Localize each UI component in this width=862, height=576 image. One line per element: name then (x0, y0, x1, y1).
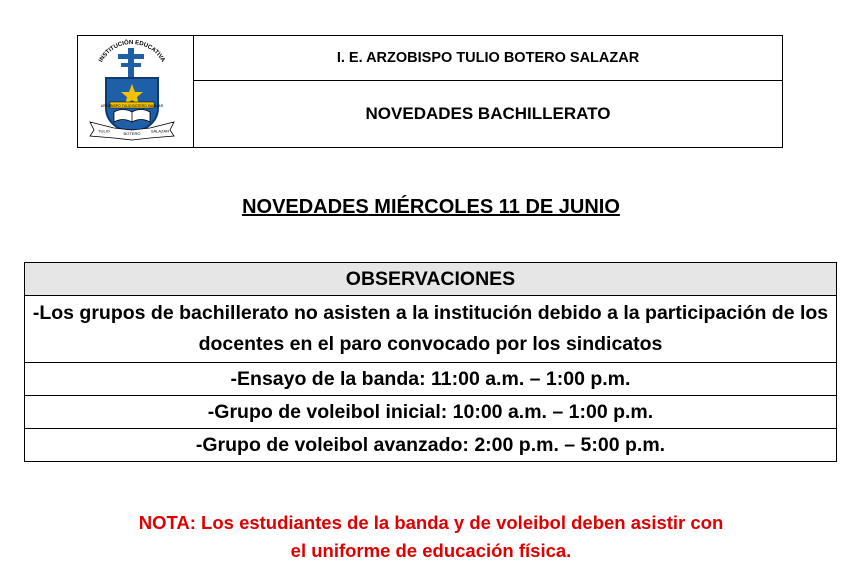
table-row (25, 363, 837, 396)
page-title: NOVEDADES MIÉRCOLES 11 DE JUNIO (242, 196, 620, 218)
table-row (25, 296, 837, 363)
note-block (0, 509, 862, 565)
observations-heading: OBSERVACIONES (25, 263, 837, 296)
observations-table (24, 262, 837, 462)
observation-item: -Los grupos de bachillerato no asisten a la institución debido a la participación de los docentes en el paro convocado por los sindicatos (25, 296, 837, 363)
observation-item: -Ensayo de la banda: 11:00 a.m. – 1:00 p.m. (25, 363, 837, 396)
table-row (25, 396, 837, 429)
logo-cell (77, 35, 193, 148)
logo-arc-text: INSTITUCIÓN EDUCATIVA (98, 39, 166, 64)
logo-ribbon-left: TULIO (98, 128, 110, 134)
section-title: NOVEDADES BACHILLERATO (365, 104, 611, 123)
table-row (25, 429, 837, 462)
note-line-2: el uniforme de educación física. (290, 540, 572, 561)
logo-banner-text: ARZOBISPO TULIO BOTERO SALAZAR (100, 103, 164, 108)
note-line-1: NOTA: Los estudiantes de la banda y de voleibol deben asistir con (138, 512, 724, 533)
observation-item: -Grupo de voleibol inicial: 10:00 a.m. – 1:00 p.m. (25, 396, 837, 429)
document-header (77, 35, 783, 148)
logo-ribbon-center: BOTERO (123, 131, 141, 136)
institution-name: I. E. ARZOBISPO TULIO BOTERO SALAZAR (194, 36, 782, 81)
logo-ribbon-right: SALAZAR (150, 128, 170, 134)
header-table (193, 35, 783, 148)
school-crest-logo (84, 38, 180, 144)
observation-item: -Grupo de voleibol avanzado: 2:00 p.m. – 5:00 p.m. (25, 429, 837, 462)
observations-header-row (25, 263, 837, 296)
